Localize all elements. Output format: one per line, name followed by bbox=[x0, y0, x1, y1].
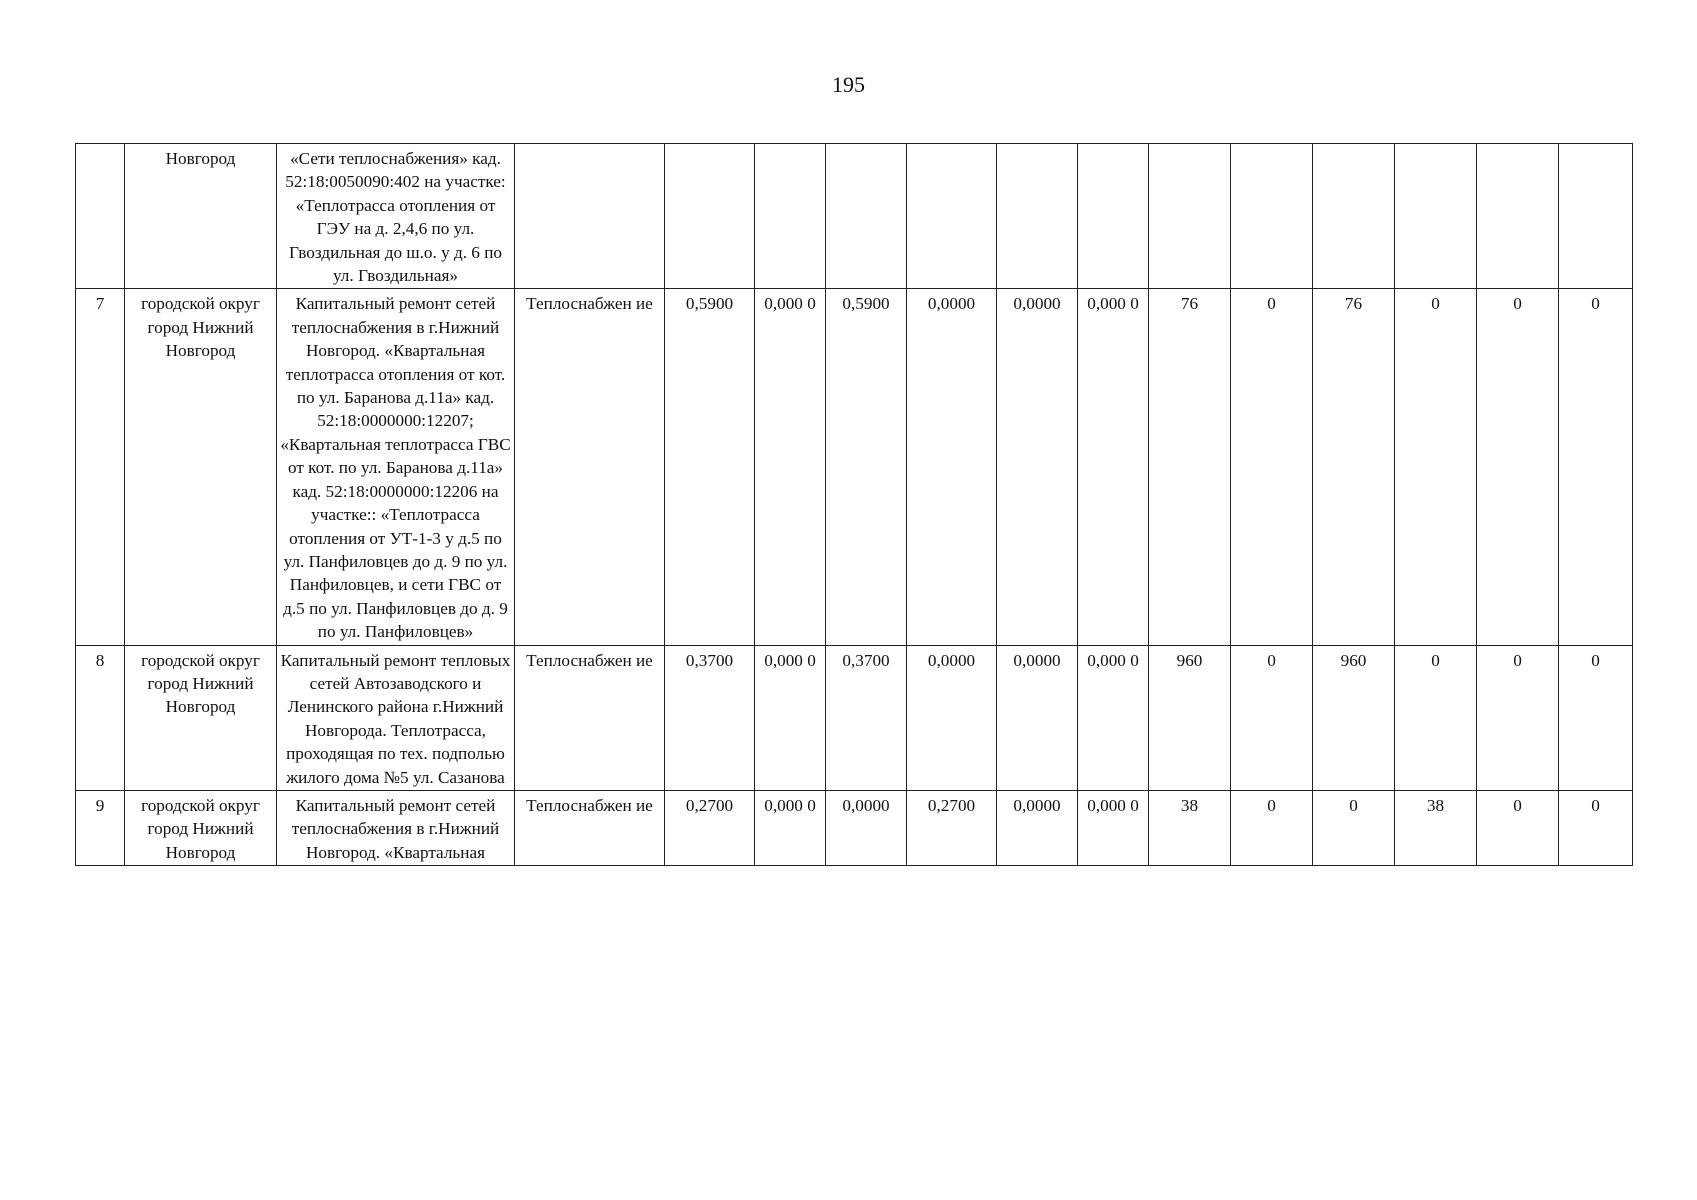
amount-cell-2: 0 bbox=[1231, 790, 1313, 865]
work-description-cell: «Сети теплоснабжения» кад. 52:18:0050090:402 на участке: «Теплотрасса отопления от ГЭУ на д. 2,4,6 по ул. Гвоздильная до ш.о. у д. 6 по ул. Гвоздильная» bbox=[277, 144, 515, 289]
value-cell-5: 0,0000 bbox=[997, 790, 1078, 865]
category-cell bbox=[515, 144, 665, 289]
amount-cell-5: 0 bbox=[1477, 289, 1559, 645]
amount-cell-6: 0 bbox=[1559, 645, 1633, 790]
amount-cell-3: 960 bbox=[1313, 645, 1395, 790]
amount-cell-3: 0 bbox=[1313, 790, 1395, 865]
value-cell-2 bbox=[755, 144, 826, 289]
value-cell-3: 0,0000 bbox=[826, 790, 907, 865]
data-table bbox=[75, 143, 1633, 866]
value-cell-6 bbox=[1078, 144, 1149, 289]
value-cell-4: 0,0000 bbox=[907, 645, 997, 790]
amount-cell-4: 0 bbox=[1395, 289, 1477, 645]
value-cell-4: 0,2700 bbox=[907, 790, 997, 865]
amount-cell-1 bbox=[1149, 144, 1231, 289]
value-cell-3: 0,5900 bbox=[826, 289, 907, 645]
value-cell-5: 0,0000 bbox=[997, 289, 1078, 645]
category-cell: Теплоснабжен ие bbox=[515, 645, 665, 790]
value-cell-1: 0,2700 bbox=[665, 790, 755, 865]
value-cell-5: 0,0000 bbox=[997, 645, 1078, 790]
value-cell-4 bbox=[907, 144, 997, 289]
work-description-cell: Капитальный ремонт сетей теплоснабжения в г.Нижний Новгород. «Квартальная теплотрасса отопления от кот. по ул. Баранова д.11а» кад. 52:18:0000000:12207; «Квартальная теплотрасса ГВС от кот. по ул. Баранова д.11а» кад. 52:18:0000000:12206 на участке:: «Теплотрасса отопления от УТ-1-3 у д.5 по ул. Панфиловцев до д. 9 по ул. Панфиловцев, и сети ГВС от д.5 по ул. Панфиловцев до д. 9 по ул. Панфиловцев» bbox=[277, 289, 515, 645]
municipality-cell: Новгород bbox=[125, 144, 277, 289]
amount-cell-3: 76 bbox=[1313, 289, 1395, 645]
table-row bbox=[76, 144, 1633, 289]
work-description-cell: Капитальный ремонт сетей теплоснабжения в г.Нижний Новгород. «Квартальная bbox=[277, 790, 515, 865]
work-description-cell: Капитальный ремонт тепловых сетей Автозаводского и Ленинского района г.Нижний Новгорода. Теплотрасса, проходящая по тех. подполью жилого дома №5 ул. Сазанова bbox=[277, 645, 515, 790]
amount-cell-6: 0 bbox=[1559, 790, 1633, 865]
value-cell-6: 0,000 0 bbox=[1078, 790, 1149, 865]
row-number-cell: 9 bbox=[76, 790, 125, 865]
amount-cell-4: 0 bbox=[1395, 645, 1477, 790]
amount-cell-1: 960 bbox=[1149, 645, 1231, 790]
table-body bbox=[76, 144, 1633, 866]
value-cell-6: 0,000 0 bbox=[1078, 289, 1149, 645]
value-cell-2: 0,000 0 bbox=[755, 289, 826, 645]
value-cell-4: 0,0000 bbox=[907, 289, 997, 645]
amount-cell-2: 0 bbox=[1231, 289, 1313, 645]
value-cell-1: 0,5900 bbox=[665, 289, 755, 645]
amount-cell-3 bbox=[1313, 144, 1395, 289]
municipality-cell: городской округ город Нижний Новгород bbox=[125, 790, 277, 865]
page-number: 195 bbox=[832, 72, 865, 97]
table-row bbox=[76, 289, 1633, 645]
value-cell-1: 0,3700 bbox=[665, 645, 755, 790]
amount-cell-6 bbox=[1559, 144, 1633, 289]
value-cell-2: 0,000 0 bbox=[755, 645, 826, 790]
table-row bbox=[76, 790, 1633, 865]
municipality-cell: городской округ город Нижний Новгород bbox=[125, 289, 277, 645]
amount-cell-4 bbox=[1395, 144, 1477, 289]
amount-cell-1: 38 bbox=[1149, 790, 1231, 865]
value-cell-5 bbox=[997, 144, 1078, 289]
value-cell-1 bbox=[665, 144, 755, 289]
value-cell-3: 0,3700 bbox=[826, 645, 907, 790]
table-row bbox=[76, 645, 1633, 790]
amount-cell-2: 0 bbox=[1231, 645, 1313, 790]
category-cell: Теплоснабжен ие bbox=[515, 289, 665, 645]
row-number-cell: 8 bbox=[76, 645, 125, 790]
row-number-cell: 7 bbox=[76, 289, 125, 645]
value-cell-3 bbox=[826, 144, 907, 289]
row-number-cell bbox=[76, 144, 125, 289]
amount-cell-5 bbox=[1477, 144, 1559, 289]
amount-cell-4: 38 bbox=[1395, 790, 1477, 865]
amount-cell-1: 76 bbox=[1149, 289, 1231, 645]
value-cell-2: 0,000 0 bbox=[755, 790, 826, 865]
amount-cell-5: 0 bbox=[1477, 645, 1559, 790]
amount-cell-2 bbox=[1231, 144, 1313, 289]
municipality-cell: городской округ город Нижний Новгород bbox=[125, 645, 277, 790]
amount-cell-5: 0 bbox=[1477, 790, 1559, 865]
value-cell-6: 0,000 0 bbox=[1078, 645, 1149, 790]
amount-cell-6: 0 bbox=[1559, 289, 1633, 645]
category-cell: Теплоснабжен ие bbox=[515, 790, 665, 865]
